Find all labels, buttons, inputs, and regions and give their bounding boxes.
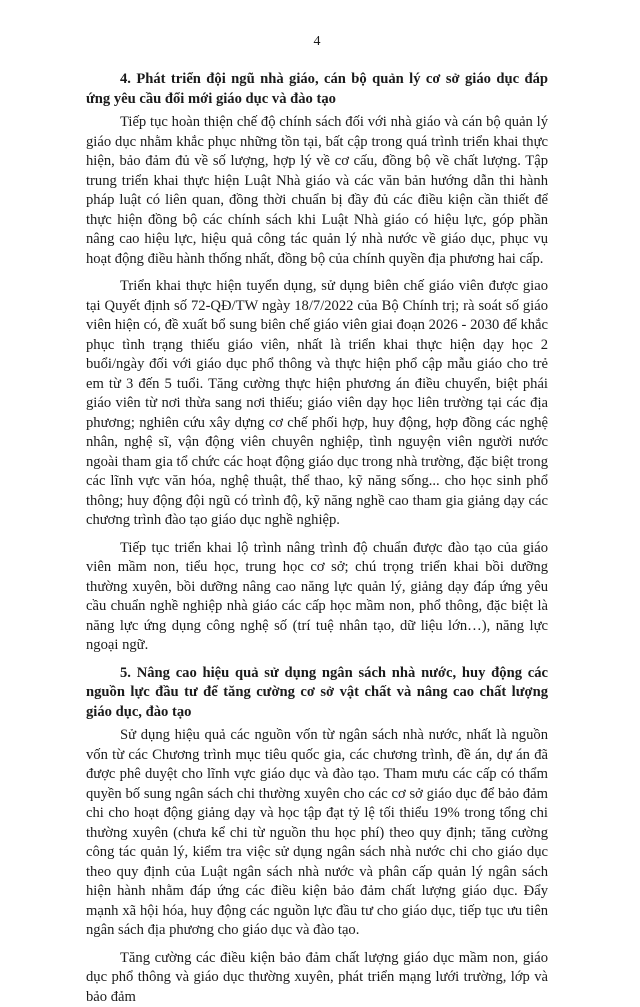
section-5-paragraph-1: Sử dụng hiệu quả các nguồn vốn từ ngân sách nhà nước, nhất là nguồn vốn từ các Chương trình mục tiêu quốc gia, các chương trình, đề án, dự án đã được phê duyệt cho lĩnh vực giáo dục và đào tạo. Tham mưu các cấp có thẩm quyền bố sung ngân sách chi thường xuyên cho các cơ sở giáo dục để bảo đảm chi cho hoạt động giảng dạy và học tập đạt tỷ lệ tối thiểu 19% trong tổng chi thường xuyên (chưa kể chi từ nguồn thu học phí) theo quy định; tăng cường công tác quản lý, kiểm tra việc sử dụng ngân sách nhà nước chi cho giáo dục theo quy định của Luật ngân sách nhà nước và phân cấp quản lý ngân sách hiện hành nhằm đáp ứng các điều kiện bảo đảm chất lượng giáo dục. Đẩy mạnh xã hội hóa, huy động các nguồn lực đầu tư cho giáo dục, tiếp tục ưu tiên ngân sách địa phương cho giáo dục và đào tạo. <box>86 726 548 941</box>
section-4-paragraph-3: Tiếp tục triển khai lộ trình nâng trình độ chuẩn được đào tạo của giáo viên mầm non, tiểu học, trung học cơ sở; chú trọng triển khai bồi dưỡng thường xuyên, bồi dưỡng nâng cao năng lực quản lý, giảng dạy đáp ứng yêu cầu chuẩn nghề nghiệp nhà giáo các cấp học mầm non, phổ thông, đặc biệt là năng lực ứng dụng công nghệ số (trí tuệ nhân tạo, dữ liệu lớn…), năng lực ngoại ngữ. <box>86 539 548 656</box>
section-4-paragraph-1: Tiếp tục hoàn thiện chế độ chính sách đối với nhà giáo và cán bộ quản lý giáo dục nhằm khắc phục những tồn tại, bất cập trong quá trình triển khai thực hiện, bảo đảm đủ về số lượng, hợp lý về cơ cấu, đồng bộ về chất lượng. Tập trung triển khai thực hiện Luật Nhà giáo và các văn bản hướng dẫn thi hành pháp luật có liên quan, đồng thời chuẩn bị đầy đủ các điều kiện cần thiết để thực hiện đồng bộ các chính sách khi Luật Nhà giáo có hiệu lực, góp phần nâng cao hiệu lực, hiệu quả công tác quản lý nhà nước về giáo dục, phục vụ hoạt động điều hành thống nhất, đồng bộ của chính quyền địa phương hai cấp. <box>86 113 548 269</box>
section-4-paragraph-2: Triển khai thực hiện tuyển dụng, sử dụng biên chế giáo viên được giao tại Quyết định số 72-QĐ/TW ngày 18/7/2022 của Bộ Chính trị; rà soát số giáo viên hiện có, đề xuất bổ sung biên chế giáo viên giai đoạn 2026 - 2030 để khắc phục tình trạng thiếu giáo viên, nhất là triển khai thực hiện dạy học 2 buổi/ngày đối với giáo dục phổ thông và thực hiện phổ cập mẫu giáo cho trẻ em từ 3 đến 5 tuổi. Tăng cường thực hiện phương án điều chuyển, biệt phái giáo viên từ nơi thừa sang nơi thiếu; giáo viên dạy học liên trường tại các địa phương; nghiên cứu xây dựng cơ chế phối hợp, huy động, hợp đồng các nghệ nhân, nghệ sĩ, vận động viên chuyên nghiệp, tình nguyện viên người nước ngoài tham gia tổ chức các hoạt động giáo dục trong nhà trường, đặc biệt trong các lĩnh vực văn hóa, nghệ thuật, thể thao, kỹ năng sống... cho học sinh phổ thông; huy động đội ngũ có trình độ, kỹ năng nghề cao tham gia giảng dạy các chương trình đào tạo giáo dục nghề nghiệp. <box>86 277 548 531</box>
section-5-paragraph-2: Tăng cường các điều kiện bảo đảm chất lượng giáo dục mầm non, giáo dục phổ thông và giáo dục thường xuyên, phát triển mạng lưới trường, lớp và bảo đảm <box>86 949 548 1007</box>
section-4-heading: 4. Phát triển đội ngũ nhà giáo, cán bộ quản lý cơ sở giáo dục đáp ứng yêu cầu đổi mới giáo dục và đào tạo <box>86 70 548 109</box>
section-5-heading: 5. Nâng cao hiệu quả sử dụng ngân sách nhà nước, huy động các nguồn lực đầu tư để tăng cường cơ sở vật chất và nâng cao chất lượng giáo dục, đào tạo <box>86 664 548 723</box>
page-number: 4 <box>86 34 548 50</box>
